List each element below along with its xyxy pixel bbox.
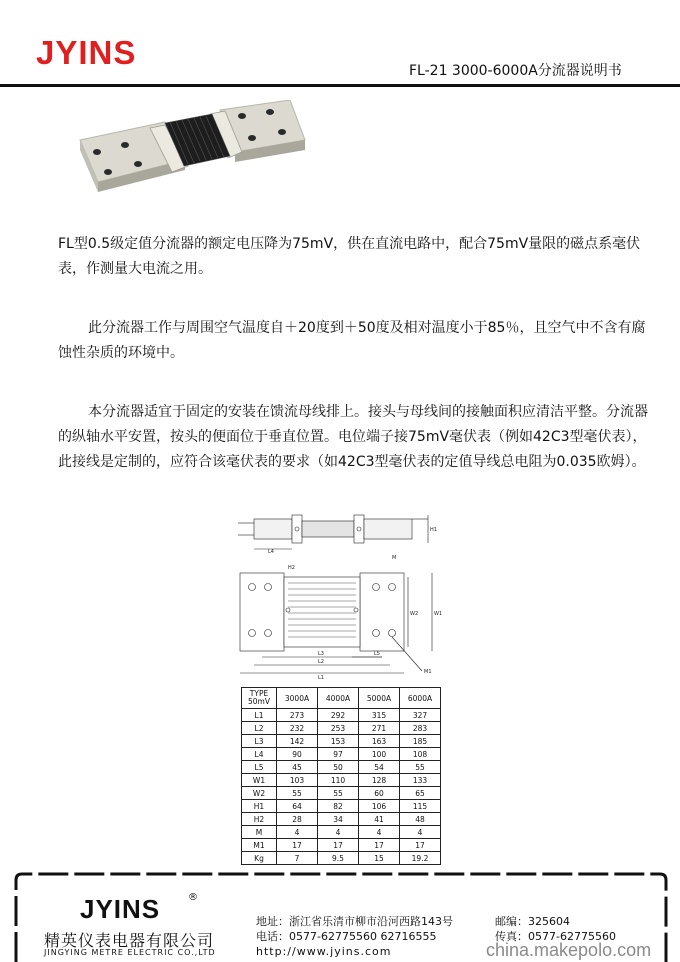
table-cell: 4	[359, 826, 400, 839]
table-cell: 271	[359, 722, 400, 735]
dim-label: W1	[434, 611, 442, 617]
footer-logo: JYINS	[80, 894, 161, 924]
table-cell: 292	[318, 709, 359, 722]
phone-text: 电话：0577-62775560 62716555	[256, 930, 437, 943]
table-row	[242, 826, 441, 839]
dim-label: L1	[318, 675, 324, 681]
table-cell: 106	[359, 800, 400, 813]
column-header: 6000A	[400, 688, 441, 709]
table-row	[242, 800, 441, 813]
row-label: M	[242, 826, 277, 839]
row-label: L5	[242, 761, 277, 774]
table-cell: 232	[277, 722, 318, 735]
table-header-row	[242, 688, 441, 709]
table-row	[242, 774, 441, 787]
dim-label: H2	[288, 565, 295, 571]
table-cell: 163	[359, 735, 400, 748]
table-cell: 185	[400, 735, 441, 748]
row-label: W2	[242, 787, 277, 800]
postcode-text: 邮编：325604	[495, 915, 570, 928]
table-cell: 100	[359, 748, 400, 761]
website-link[interactable]: http://www.jyins.com	[256, 945, 392, 958]
document-title: FL-21 3000-6000A分流器说明书	[409, 63, 622, 79]
table-cell: 55	[318, 787, 359, 800]
table-cell: 17	[400, 839, 441, 852]
table-cell: 28	[277, 813, 318, 826]
row-label: W1	[242, 774, 277, 787]
dim-label: L4	[268, 549, 274, 555]
table-cell: 19.2	[400, 852, 441, 865]
dim-label: M1	[424, 669, 432, 675]
table-cell: 315	[359, 709, 400, 722]
row-label: L4	[242, 748, 277, 761]
table-row	[242, 813, 441, 826]
row-label: M1	[242, 839, 277, 852]
environment-paragraph: 此分流器工作与周围空气温度自＋20度到＋50度及相对温度小于85％，且空气中不含有腐蚀性杂质的环境中。	[58, 320, 646, 361]
address-text: 地址：浙江省乐清市柳市沿河西路143号	[256, 915, 453, 928]
table-cell: 17	[277, 839, 318, 852]
table-cell: 4	[277, 826, 318, 839]
type-header-line2: 50mV	[248, 697, 270, 706]
table-cell: 55	[277, 787, 318, 800]
table-cell: 4	[400, 826, 441, 839]
type-header	[242, 688, 277, 709]
table-cell: 48	[400, 813, 441, 826]
site-watermark: china.makepolo.com	[486, 940, 652, 960]
row-label: L3	[242, 735, 277, 748]
company-logo: JYINS	[36, 34, 137, 71]
table-cell: 9.5	[318, 852, 359, 865]
table-cell: 64	[277, 800, 318, 813]
intro-paragraph: FL型0.5级定值分流器的额定电压降为75mV，供在直流电路中，配合75mV量限的磁点系毫伏表，作测量大电流之用。	[58, 236, 641, 277]
registered-mark: ®	[188, 892, 198, 903]
table-cell: 7	[277, 852, 318, 865]
table-cell: 273	[277, 709, 318, 722]
row-label: L1	[242, 709, 277, 722]
table-cell: 55	[400, 761, 441, 774]
type-header-line1: TYPE	[249, 689, 269, 698]
installation-paragraph: 本分流器适宜于固定的安装在馈流母线排上。接头与母线间的接触面积应清洁平整。分流器的纵轴水平安置，按头的便面位于垂直位置。电位端子接75mV毫伏表（例如42C3型毫伏表），此接线是定制的，应符合该毫伏表的要求（如42C3型毫伏表的定值导线总电阻为0.035欧姆）。	[58, 404, 648, 470]
header-divider	[0, 84, 680, 87]
table-row	[242, 722, 441, 735]
table-cell: 128	[359, 774, 400, 787]
dimension-drawing	[232, 513, 442, 681]
row-label: H2	[242, 813, 277, 826]
table-cell: 65	[400, 787, 441, 800]
table-row	[242, 839, 441, 852]
table-cell: 108	[400, 748, 441, 761]
table-cell: 253	[318, 722, 359, 735]
table-cell: 17	[359, 839, 400, 852]
table-cell: 90	[277, 748, 318, 761]
column-header: 4000A	[318, 688, 359, 709]
table-row	[242, 761, 441, 774]
table-cell: 60	[359, 787, 400, 800]
row-label: H1	[242, 800, 277, 813]
table-cell: 54	[359, 761, 400, 774]
table-cell: 50	[318, 761, 359, 774]
dim-label: M	[392, 555, 397, 561]
dim-label: L3	[318, 651, 324, 657]
dim-label: L2	[318, 659, 324, 665]
table-row	[242, 709, 441, 722]
table-cell: 153	[318, 735, 359, 748]
table-cell: 97	[318, 748, 359, 761]
company-name-cn: 精英仪表电器有限公司	[44, 931, 215, 950]
table-cell: 133	[400, 774, 441, 787]
table-row	[242, 748, 441, 761]
row-label: L2	[242, 722, 277, 735]
table-cell: 103	[277, 774, 318, 787]
dim-label: L5	[374, 651, 380, 657]
row-label: Kg	[242, 852, 277, 865]
column-header: 5000A	[359, 688, 400, 709]
specification-table	[241, 687, 441, 865]
table-row	[242, 787, 441, 800]
dim-label: H1	[430, 527, 437, 533]
table-cell: 4	[318, 826, 359, 839]
fax-text: 传真：0577-62775560	[495, 930, 616, 943]
company-name-en: JINGYING METRE ELECTRIC CO.,LTD	[44, 948, 216, 957]
table-cell: 34	[318, 813, 359, 826]
table-cell: 142	[277, 735, 318, 748]
table-row	[242, 852, 441, 865]
table-cell: 115	[400, 800, 441, 813]
table-cell: 283	[400, 722, 441, 735]
dim-label: W2	[410, 611, 419, 617]
table-cell: 41	[359, 813, 400, 826]
table-cell: 82	[318, 800, 359, 813]
table-cell: 45	[277, 761, 318, 774]
column-header: 3000A	[277, 688, 318, 709]
table-cell: 17	[318, 839, 359, 852]
table-cell: 110	[318, 774, 359, 787]
table-cell: 15	[359, 852, 400, 865]
table-row	[242, 735, 441, 748]
shunt-product-photo	[70, 100, 310, 210]
table-cell: 327	[400, 709, 441, 722]
